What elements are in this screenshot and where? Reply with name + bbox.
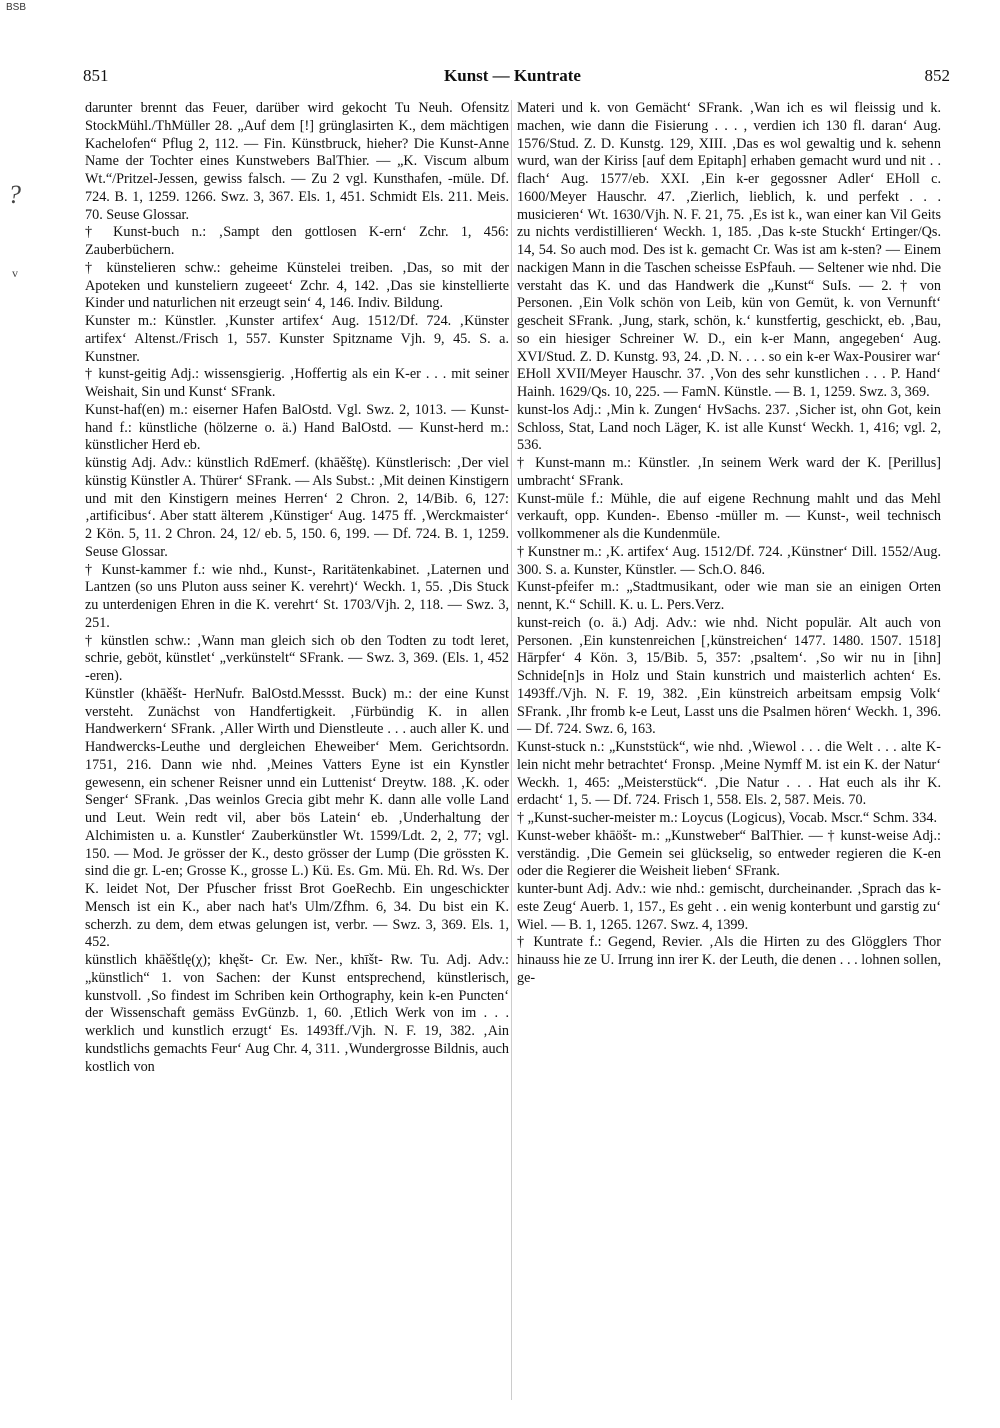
library-stamp: BSB xyxy=(6,2,27,13)
running-title: Kunst — Kuntrate xyxy=(444,66,581,85)
entry-kunter-bunt: kunter-bunt Adj. Adv.: wie nhd.: gemischt, durcheinander. ‚Sprach das k-este Zeug‘ Auerb. 1, 157., Es geht . . ein wenig konterbunt und garstig zu‘ Wiel. — B. 1, 1265. 1267. Swz. 4, 1399. xyxy=(517,881,941,933)
page-number-right: 852 xyxy=(924,66,950,85)
running-header xyxy=(75,60,950,90)
entry-kunst-hafen: Kunst-haf(en) m.: eiserner Hafen BalOstd. Vgl. Swz. 2, 1013. — Kunst-hand f.: künstliche (hölzerne o. ä.) Hand BalOstd. — Kunst-herd m.: künstlicher Herd eb. xyxy=(85,401,509,454)
entry-kuenstler: Künstler (khāěšt- HerNufr. BalOstd.Messst. Buck) m.: der eine Kunst versteht. Zunächst von Handfertigkeit. ‚Fürbündig K. in allen Handwerkern‘ SFrank. ‚Aller Wirth und Dienstleute . . . auch aller K. und Handwercks-Leuthe und dergleichen Eheweiber‘ Mem. Gerichtsordn. 1751, 216. Dann wie nhd. ‚Meines Vatters Eyne ist ein Kynstler gewesenn, ein schener Reisner unnd ein Luttenist‘ Dreytw. 188. ‚K. oder Senger‘ SFrank. ‚Das weinlos Grecia gibt mehr K. dann alle volle Land und Leut. Wein redt vil, aber bös Latein‘ eb. ‚Underhaltung der Alchimisten u. a. Kunstler‘ Zauberkünstler Wt. 1599/Ldt. 2, 2, 77; vgl. 150. — Mod. Je grösser der K., desto grösser der Lump (Die grössten K. sind die gr. L-en; Grosse K., grosse L.) Kü. Es. Gm. Mü. Eh. Rd. Ws. Der K. leidet Not, Der Pfuscher frisst Brot GoeRechb. Ein ungeschickter Mensch ist ein K., aber nach hat's Ulm/Zfhm. 6, 34. Du bist ein K. scherzh. zu dem, dem etwas gelungen ist, verbr. — Swz. 3, 369. Els. 1, 452. xyxy=(85,685,509,951)
column-divider xyxy=(511,100,512,1400)
entry-kuenstelieren: † künstelieren schw.: geheime Künstelei treiben. ‚Das, so mit der Apoteken und kunsteliern zugeeet‘ Zchr. 4, 142. ‚Das sie kinstellierte Kinder und naturlichen nit erzeugt sein‘ 4, 146. Indiv. Bildung. xyxy=(85,259,509,312)
entry-kunst-reich: kunst-reich (o. ä.) Adj. Adv.: wie nhd. Nicht populär. Alt auch von Personen. ‚Ein kunstenreichen [‚künstreichen‘ 1477. 1480. 1507. 1518] Hārpfer‘ 4 Kön. 3, 15/Bib. 5, 357: ‚psaltem‘. ‚So wir nu in [ihn] Schnide[n]s in Holz und Stain kunstrich und maisterlich achten‘ Es. 1493ff./Vjh. N. F. 19, 382. ‚Ein künstreich arbeitsam empsig Volk‘ SFrank. ‚Ihr fromb k-e Leut, Lasst uns die Psalmen hören‘ Weckh. 1, 396. — Df. 724. Swz. 6, 163. xyxy=(517,614,941,738)
entry-kunst-pfeifer: Kunst-pfeifer m.: „Stadtmusikant, oder wie man sie an einigen Orten nennt, K.“ Schill. K. u. L. Pers.Verz. xyxy=(517,579,941,613)
margin-question-mark: ? xyxy=(8,180,21,209)
entry-kunstner: † Kunstner m.: ‚K. artifex‘ Aug. 1512/Df. 724. ‚Künstner‘ Dill. 1552/Aug. 300. S. a. Kunster, Künstler. — Sch.O. 846. xyxy=(517,543,941,578)
entry-kunst-stuck: Kunst-stuck n.: „Kunststück“, wie nhd. ‚Wiewol . . . die Welt . . . alte K-lein nicht mehr betrachtet‘ Fronsp. ‚Meine Nymff M. ist ein K. der Natur‘ Weckh. 1, 465: „Meisterstück“. ‚Die Natur . . . Hat euch als ihr K. erdacht‘ 1, 5. — Df. 724. Frisch 1, 558. Els. 2, 587. Meis. 70. xyxy=(517,739,941,809)
page-number-left: 851 xyxy=(83,66,109,85)
entry-kunst-mann: † Kunst-mann m.: Künstler. ‚In seinem Werk ward der K. [Perillus] umbracht‘ SFrank. xyxy=(517,455,941,489)
left-column xyxy=(85,100,509,1400)
right-column xyxy=(517,100,941,1400)
entry-kunst-weber: Kunst-weber khāöšt- m.: „Kunstweber“ BalThier. — † kunst-weise Adj.: verständig. ‚Die Gemein sei glückselig, so entweder regieren die K-en oder die Regierer die Weisheit lieben‘ SFrank. xyxy=(517,827,941,880)
margin-check-mark: v xyxy=(12,266,18,280)
paragraph: Materi und k. von Gemächt‘ SFrank. ‚Wan ich es wil fleissig und k. machen, wie dann die Fisierung . . . , verdien ich 130 fl. daran‘ Aug. 1576/Stud. Z. D. Kunstg. 129, XIII. ‚Das es wol gewaltig und k. sehenn wurd, wan der Kiriss [auf dem Epitaph] erhaben gemacht wurd und nit . . flach‘ Aug. 1577/eb. XXI. ‚Ein k-er gegossner Adler‘ EHoll c. 1600/Meyer Hauschr. 47. ‚Zierlich, lieblich, k. und perfekt . . . musicieren‘ Wt. 1630/Vjh. N. F. 21, 75. ‚Es ist k., wan einer kan Vil Geits zu nichts verdistillieren‘ Weckh. 1, 185. ‚Das k-ste Stuckh‘ Ertinger/Qs. 14, 54. So auch mod. Des ist k. gemacht Cr. Was ist am k-sten? — Einem nackigen Mann in die Taschen scheisse EsPfauh. — Seltener wie nhd. Die verstaht das K. und das Handwerk die „Kunst“ SuIs. — 2. † von Personen. ‚Ein Volk schön von Leib, kün von Gemüt, k. von Vernunft‘ gescheit SFrank. ‚Jung, stark, schön, k.‘ kunstfertig, geschickt, eb. ‚Bau, so ein hiesiger Schreiner W. D., ein k-er Mann, angegeben‘ Aug. XVI/Stud. Z. D. Kunstg. 93, 24. ‚D. N. . . . so ein k-er Wax-Pousirer war‘ EHoll XVII/Meyer Hauschr. 37. ‚Von des sehr kunstlichen . . . P. Hand‘ Hainh. 1629/Qs. 10, 225. — FamN. Künstle. — B. 1, 1259. Swz. 3, 369. xyxy=(517,100,941,400)
entry-kunster: Kunster m.: Künstler. ‚Kunster artifex‘ Aug. 1512/Df. 724. ‚Künster artifex‘ Altenst./Frisch 1, 557. Kunster Spitzname Vjh. 9, 45. S. a. Kunstner. xyxy=(85,313,509,365)
margin-annotations xyxy=(4,180,44,290)
entry-kunst-muele: Kunst-müle f.: Mühle, die auf eigene Rechnung mahlt und das Mehl verkauft, opp. Kunden-. Ebenso -müller m. — Kunst-, weil technisch vollkommener als die Kundenmüle. xyxy=(517,490,941,542)
entry-kuenstlich: künstlich khāěštlę(χ); khęšt- Cr. Ew. Ner., khīšt- Rw. Tu. Adj. Adv.: „künstlich“ 1. von Sachen: der Kunst entsprechend, künstlerisch, kunstvoll. ‚So findest im Schriben kein Orthography, kein k-en Puncten‘ der Wissenschaft gemäss EvGünzb. 1, 60. ‚Etlich Werk von im . . . werklich und kunstlich erzugt‘ Es. 1493ff./Vjh. N. F. 19, 382. ‚Ain kundstlichs gemachts Feur‘ Aug Chr. 4, 311. ‚Wundergrosse Bildnis, auch kostlich von xyxy=(85,952,509,1075)
entry-kunst-kammer: † Kunst-kammer f.: wie nhd., Kunst-, Raritätenkabinet. ‚Laternen und Lantzen (so uns Pluton auss seiner K. verehrt)‘ Weckh. 1, 55. ‚Dis Stuck zu unterdenigen Ehren in die K. verehrt‘ St. 1703/Vjh. 2, 118. — Swz. 3, 251. xyxy=(85,561,509,631)
paragraph: darunter brennt das Feuer, darüber wird gekocht Tu Neuh. Ofensitz StockMühl./ThMüller 28. „Auf dem [!] grünglasirten K., dem mächtigen Kachelofen“ Pflug 2, 112. — Fin. Künstbruck, hieher? Die Kunst-Anne Name der Tochter eines Kunstwebers BalThier. — „K. Viscum album Wt.“/Pritzel-Jessen, gewiss falsch. — Zu 2 vgl. Kunsthafen, -müle. Df. 724. B. 1, 1259. 1266. Swz. 3, 367. Els. 1, 451. Schmidt Els. 211. Meis. 70. Seuse Glossar. xyxy=(85,100,509,223)
entry-kunst-sucher-meister: † „Kunst-sucher-meister m.: Loycus (Logicus), Vocab. Mscr.“ Schm. 334. xyxy=(517,810,938,826)
entry-kuenstlen: † künstlen schw.: ‚Wann man gleich sich ob den Todten zu todt leret, schrie, geböt, künstlet‘ „verkünstelt“ SFrank. — Swz. 3, 369. (Els. 1, 452 -eren). xyxy=(85,632,509,684)
entry-kunst-los: kunst-los Adj.: ‚Min k. Zungen‘ HvSachs. 237. ‚Sicher ist, ohn Got, kein Schloss, Stat, Land noch Läger, K. ist alle Kunst‘ Weckh. 1, 416; vgl. 2, 536. xyxy=(517,401,941,454)
entry-kuenstig: künstig Adj. Adv.: künstlich RdEmerf. (khāěštę). Künstlerisch: ‚Der viel künstig Künstler A. Thürer‘ SFrank. — Als Subst.: ‚Mit deinen Kinstigern und mit den Kinstigern meines Herren‘ 2 Chron. 2, 14/Bib. 6, 127: ‚artificibus‘. Aber statt älterem ‚Künstiger‘ Aug. 1475 ff. ‚Werckmaister‘ 2 Kön. 5, 11. 2 Chron. 24, 12/ eb. 5, 150. 6, 199. — Df. 724. B. 1, 1259. Seuse Glossar. xyxy=(85,455,509,560)
entry-kunst-geitig: † kunst-geitig Adj.: wissensgierig. ‚Hoffertig als ein K-er . . . mit seiner Weishait, Sin und Kunst‘ SFrank. xyxy=(85,366,509,400)
entry-kuntrate: † Kuntrate f.: Gegend, Revier. ‚Als die Hirten zu des Glögglers Thor hinauss hie ze U. Irrung inn irer K. der Leuth, die denen . . . lohnen sollen, ge- xyxy=(517,934,941,986)
entry-kunst-buch: † Kunst-buch n.: ‚Sampt den gottlosen K-ern‘ Zchr. 1, 456: Zauberbüchern. xyxy=(85,224,509,258)
